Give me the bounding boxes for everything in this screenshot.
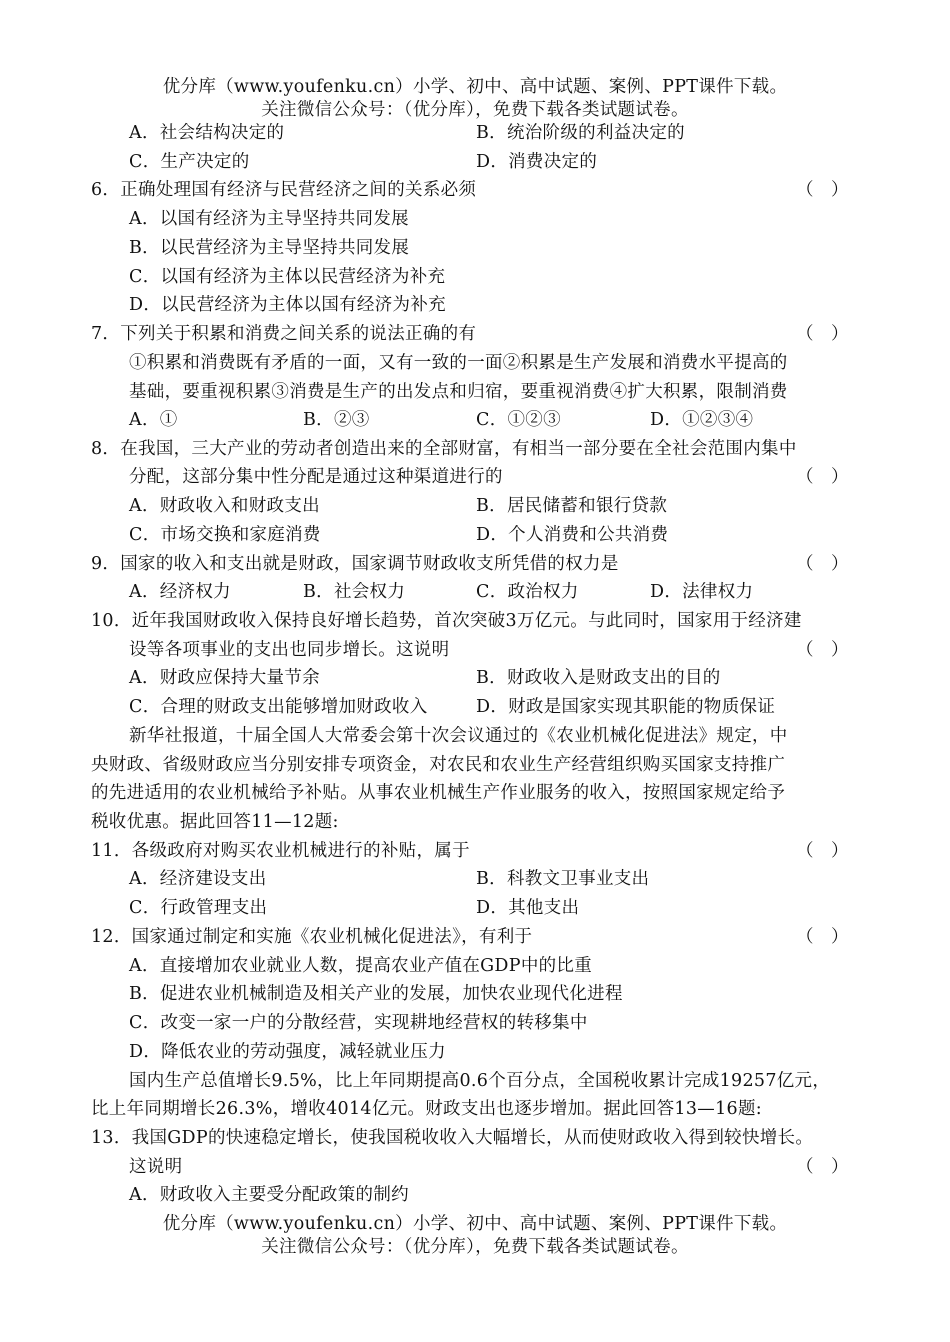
q8-option-c: C．市场交换和家庭消费	[129, 525, 321, 545]
q5-option-c: C．生产决定的	[129, 152, 250, 172]
q13-stem-line-2: 这说明	[129, 1157, 183, 1177]
q10-option-c: C．合理的财政支出能够增加财政收入	[129, 697, 428, 717]
q10-stem-line-2: 设等各项事业的支出也同步增长。这说明	[129, 640, 450, 660]
footer-line-2: 关注微信公众号：（优分库），免费下载各类试题试卷。	[261, 1237, 689, 1257]
q6-option-c: C．以国有经济为主体以民营经济为补充	[129, 267, 446, 287]
q7-answer-blank: （ ）	[796, 324, 849, 344]
q8-option-a: A．财政收入和财政支出	[129, 496, 320, 516]
q7-stem: 7．下列关于积累和消费之间关系的说法正确的有	[91, 324, 477, 344]
q9-answer-blank: （ ）	[796, 554, 849, 574]
footer-line-1: 优分库（www.youfenku.cn）小学、初中、高中试题、案例、PPT课件下载。	[162, 1214, 788, 1234]
q8-option-b: B．居民储蓄和银行贷款	[476, 496, 668, 516]
q11-option-a: A．经济建设支出	[129, 869, 267, 889]
q7-body-line-2: 基础，要重视积累③消费是生产的出发点和归宿，要重视消费④扩大积累，限制消费	[129, 382, 788, 402]
header-line-2: 关注微信公众号：（优分库），免费下载各类试题试卷。	[261, 100, 689, 120]
q12-option-b: B．促进农业机械制造及相关产业的发展，加快农业现代化进程	[129, 984, 623, 1004]
q12-option-c: C．改变一家一户的分散经营，实现耕地经营权的转移集中	[129, 1013, 588, 1033]
q8-stem-line-1: 8．在我国，三大产业的劳动者创造出来的全部财富，有相当一部分要在全社会范围内集中	[91, 439, 797, 459]
q6-option-b: B．以民营经济为主导坚持共同发展	[129, 238, 410, 258]
q5-option-a: A．社会结构决定的	[129, 123, 285, 143]
q8-answer-blank: （ ）	[796, 467, 849, 487]
q9-option-a: A．经济权力	[129, 582, 231, 602]
q5-option-b: B．统治阶级的利益决定的	[476, 123, 685, 143]
passage-1-line-3: 的先进适用的农业机械给予补贴。从事农业机械生产作业服务的收入，按照国家规定给予	[91, 783, 786, 803]
q11-option-c: C．行政管理支出	[129, 898, 268, 918]
q11-answer-blank: （ ）	[796, 841, 849, 861]
q7-option-c: C．①②③	[476, 410, 561, 430]
header-line-1: 优分库（www.youfenku.cn）小学、初中、高中试题、案例、PPT课件下载。	[162, 77, 788, 97]
q11-option-d: D．其他支出	[476, 898, 580, 918]
passage-2-line-2: 比上年同期增长26.3%，增收4014亿元。财政支出也逐步增加。据此回答13—16题:	[91, 1099, 762, 1119]
q6-option-a: A．以国有经济为主导坚持共同发展	[129, 209, 409, 229]
q10-option-b: B．财政收入是财政支出的目的	[476, 668, 721, 688]
q12-answer-blank: （ ）	[796, 927, 849, 947]
q12-option-d: D．降低农业的劳动强度，减轻就业压力	[129, 1042, 446, 1062]
q6-stem: 6．正确处理国有经济与民营经济之间的关系必须	[91, 180, 477, 200]
q7-body-line-1: ①积累和消费既有矛盾的一面，又有一致的一面②积累是生产发展和消费水平提高的	[129, 353, 788, 373]
q7-option-a: A．①	[129, 410, 178, 430]
passage-1-line-4: 税收优惠。据此回答11—12题:	[91, 812, 339, 832]
q7-option-b: B．②③	[303, 410, 370, 430]
q12-option-a: A．直接增加农业就业人数，提高农业产值在GDP中的比重	[129, 956, 593, 976]
q9-option-b: B．社会权力	[303, 582, 406, 602]
q11-stem: 11．各级政府对购买农业机械进行的补贴，属于	[91, 841, 470, 861]
q11-option-b: B．科教文卫事业支出	[476, 869, 650, 889]
q10-option-d: D．财政是国家实现其职能的物质保证	[476, 697, 776, 717]
q7-option-d: D．①②③④	[650, 410, 754, 430]
q8-option-d: D．个人消费和公共消费	[476, 525, 669, 545]
q5-option-d: D．消费决定的	[476, 152, 598, 172]
q6-option-d: D．以民营经济为主体以国有经济为补充	[129, 295, 446, 315]
q10-stem-line-1: 10．近年我国财政收入保持良好增长趋势，首次突破3万亿元。与此同时，国家用于经济建	[91, 611, 802, 631]
passage-1-line-1: 新华社报道，十届全国人大常委会第十次会议通过的《农业机械化促进法》规定，中	[129, 726, 788, 746]
q13-answer-blank: （ ）	[796, 1157, 849, 1177]
q10-answer-blank: （ ）	[796, 640, 849, 660]
q6-answer-blank: （ ）	[796, 180, 849, 200]
q9-option-c: C．政治权力	[476, 582, 579, 602]
q10-option-a: A．财政应保持大量节余	[129, 668, 320, 688]
q9-stem: 9．国家的收入和支出就是财政，国家调节财政收支所凭借的权力是	[91, 554, 619, 574]
passage-1-line-2: 央财政、省级财政应当分别安排专项资金，对农民和农业生产经营组织购买国家支持推广	[91, 755, 786, 775]
q8-stem-line-2: 分配，这部分集中性分配是通过这种渠道进行的	[129, 467, 503, 487]
q9-option-d: D．法律权力	[650, 582, 754, 602]
passage-2-line-1: 国内生产总值增长9.5%，比上年同期提高0.6个百分点，全国税收累计完成19257亿元，	[129, 1071, 831, 1091]
q13-stem-line-1: 13．我国GDP的快速稳定增长，使我国税收收入大幅增长，从而使财政收入得到较快增长。	[91, 1128, 814, 1148]
q13-option-a: A．财政收入主要受分配政策的制约	[129, 1185, 409, 1205]
q12-stem: 12．国家通过制定和实施《农业机械化促进法》，有利于	[91, 927, 533, 947]
